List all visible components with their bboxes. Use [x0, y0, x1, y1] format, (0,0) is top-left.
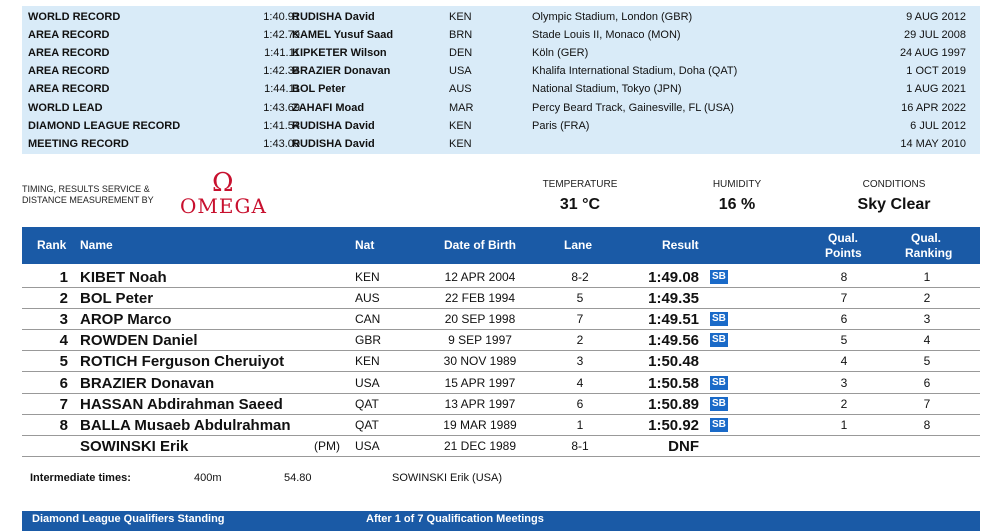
result-cell: 1:50.58 — [648, 374, 699, 392]
qual-points-cell: 8 — [840, 270, 848, 284]
table-row — [22, 288, 980, 309]
standings-header-bar — [22, 511, 980, 531]
athlete-name: BRAZIER Donavan — [80, 374, 215, 392]
record-row — [22, 117, 980, 135]
dob-cell: 13 APR 1997 — [444, 396, 516, 411]
rank-cell: 1 — [59, 269, 68, 286]
record-time: 1:41.54 — [263, 119, 300, 132]
athlete-name: BALLA Musaeb Abdulrahman — [80, 416, 291, 434]
nat-cell: KEN — [355, 354, 380, 369]
record-time: 1:41.11 — [264, 47, 300, 60]
qual-ranking-cell: 5 — [923, 354, 931, 369]
record-date: 9 AUG 2012 — [906, 11, 966, 23]
record-time: 1:43.69 — [263, 101, 300, 114]
athlete-name: KIBET Noah — [80, 269, 167, 286]
record-athlete: RUDISHA David — [292, 119, 375, 132]
table-row — [22, 436, 980, 457]
record-row — [22, 44, 980, 62]
dob-cell: 20 SEP 1998 — [444, 312, 516, 327]
qual-ranking-cell: 2 — [923, 291, 931, 306]
standings-subtitle: After 1 of 7 Qualification Meetings — [366, 513, 544, 525]
dob-cell: 15 APR 1997 — [444, 375, 516, 390]
header-rank: Rank — [37, 238, 67, 252]
record-type: DIAMOND LEAGUE RECORD — [28, 119, 181, 132]
lane-cell: 5 — [576, 291, 584, 306]
record-nat: BRN — [449, 29, 473, 42]
record-venue: Stade Louis II, Monaco (MON) — [532, 29, 681, 42]
record-venue: Paris (FRA) — [532, 119, 590, 132]
record-athlete: BRAZIER Donavan — [292, 65, 391, 78]
record-time: 1:44.11 — [264, 83, 300, 96]
table-row — [22, 267, 980, 288]
record-venue: Köln (GER) — [532, 47, 589, 60]
result-cell: 1:49.56 — [648, 332, 699, 350]
lane-cell: 1 — [576, 417, 584, 432]
temperature-label: TEMPERATURE — [542, 179, 618, 190]
record-venue: Percy Beard Track, Gainesville, FL (USA) — [532, 101, 734, 114]
qual-ranking-cell: 3 — [923, 312, 931, 327]
dob-cell: 19 MAR 1989 — [443, 417, 517, 432]
nat-cell: USA — [355, 438, 380, 453]
header-result: Result — [662, 238, 699, 252]
record-type: AREA RECORD — [28, 29, 110, 42]
record-nat: AUS — [449, 83, 472, 96]
qual-points-cell: 1 — [840, 417, 848, 432]
timing-line-1: TIMING, RESULTS SERVICE & — [22, 184, 150, 194]
qual-points-cell: 7 — [840, 291, 848, 306]
record-date: 16 APR 2022 — [901, 101, 966, 114]
timing-credit — [22, 184, 154, 206]
lane-cell: 6 — [576, 396, 584, 411]
dob-cell: 21 DEC 1989 — [443, 438, 517, 453]
omega-logo — [172, 170, 282, 220]
dob-cell: 22 FEB 1994 — [444, 291, 516, 306]
record-type: MEETING RECORD — [28, 137, 129, 150]
result-cell: 1:50.92 — [648, 416, 699, 434]
record-nat: KEN — [449, 137, 472, 150]
record-date: 29 JUL 2008 — [904, 29, 966, 42]
pacemaker-tag: (PM) — [314, 438, 340, 453]
athlete-name: SOWINSKI Erik — [80, 437, 189, 455]
lane-cell: 7 — [576, 312, 584, 327]
result-cell: 1:49.35 — [648, 290, 699, 308]
nat-cell: CAN — [355, 312, 381, 327]
result-cell: 1:49.08 — [648, 269, 699, 286]
record-type: WORLD RECORD — [28, 11, 121, 23]
qual-ranking-cell: 8 — [923, 417, 931, 432]
season-best-badge: SB — [712, 313, 726, 325]
lane-cell: 2 — [576, 333, 584, 348]
record-row — [22, 80, 980, 98]
record-type: AREA RECORD — [28, 65, 110, 78]
record-athlete: KAMEL Yusuf Saad — [292, 29, 394, 42]
conditions-block — [844, 179, 944, 214]
record-date: 1 AUG 2021 — [906, 83, 966, 96]
athlete-name: ROTICH Ferguson Cheruiyot — [80, 353, 285, 371]
record-row — [22, 26, 980, 44]
header-nat: Nat — [355, 238, 375, 252]
nat-cell: QAT — [355, 396, 379, 411]
result-cell: 1:50.89 — [648, 395, 699, 413]
temperature-value: 31 °C — [559, 196, 601, 213]
header-dob: Date of Birth — [444, 238, 516, 252]
header-lane: Lane — [564, 238, 593, 252]
records-panel — [22, 6, 980, 154]
record-athlete: RUDISHA David — [292, 11, 375, 23]
record-row — [22, 135, 980, 153]
omega-wordmark: OMEGA — [180, 194, 267, 218]
omega-symbol-icon: Ω — [212, 168, 234, 198]
qual-points-cell: 3 — [840, 375, 848, 390]
header-name: Name — [80, 238, 113, 252]
record-athlete: RUDISHA David — [292, 137, 375, 150]
result-cell: 1:49.51 — [648, 311, 699, 329]
rank-cell: 5 — [59, 353, 68, 371]
nat-cell: USA — [355, 375, 380, 390]
season-best-badge: SB — [712, 397, 726, 409]
header-qual-points-1: Qual. — [828, 231, 859, 245]
qual-points-cell: 5 — [840, 333, 848, 348]
season-best-badge: SB — [712, 334, 726, 346]
rank-cell: 3 — [59, 311, 68, 329]
result-cell: 1:50.48 — [648, 353, 699, 371]
record-time: 1:42.34 — [263, 65, 300, 78]
table-row — [22, 394, 980, 415]
record-time: 1:43.00 — [263, 137, 300, 150]
humidity-label: HUMIDITY — [712, 179, 762, 190]
record-date: 14 MAY 2010 — [900, 137, 966, 150]
nat-cell: AUS — [355, 291, 380, 306]
season-best-badge: SB — [712, 271, 726, 282]
header-qual-ranking-1: Qual. — [911, 231, 942, 245]
table-row — [22, 309, 980, 330]
nat-cell: KEN — [355, 270, 380, 284]
qual-ranking-cell: 6 — [923, 375, 931, 390]
intermediate-time: 54.80 — [284, 472, 312, 484]
qual-ranking-cell: 4 — [923, 333, 931, 348]
header-qual-points-2: Points — [825, 246, 862, 260]
table-row — [22, 351, 980, 372]
lane-cell: 8-1 — [571, 438, 589, 453]
athlete-name: HASSAN Abdirahman Saeed — [80, 395, 283, 413]
athlete-name: AROP Marco — [80, 311, 172, 329]
qual-ranking-cell: 7 — [923, 396, 931, 411]
rank-cell: 2 — [59, 290, 68, 308]
lane-cell: 3 — [576, 354, 584, 369]
record-row — [22, 62, 980, 80]
rank-cell: 6 — [59, 374, 68, 392]
record-athlete: KIPKETER Wilson — [292, 47, 387, 60]
record-nat: KEN — [449, 11, 472, 23]
nat-cell: QAT — [355, 417, 379, 432]
conditions-value: Sky Clear — [857, 196, 931, 213]
season-best-badge: SB — [712, 376, 726, 388]
rank-cell: 8 — [59, 416, 68, 434]
athlete-name: BOL Peter — [80, 290, 154, 308]
record-time: 1:42.79 — [263, 29, 300, 42]
lane-cell: 8-2 — [571, 270, 589, 284]
record-venue: National Stadium, Tokyo (JPN) — [532, 83, 682, 96]
row-divider — [22, 456, 980, 457]
table-row — [22, 415, 980, 436]
rank-cell: 7 — [59, 395, 68, 413]
record-venue: Khalifa International Stadium, Doha (QAT) — [532, 65, 738, 78]
dob-cell: 30 NOV 1989 — [443, 354, 517, 369]
humidity-value: 16 % — [718, 196, 756, 213]
season-best-badge: SB — [712, 418, 726, 430]
record-nat: KEN — [449, 119, 472, 132]
record-nat: USA — [449, 65, 472, 78]
intermediate-label: Intermediate times: — [30, 472, 131, 484]
standings-title: Diamond League Qualifiers Standing — [32, 513, 225, 525]
record-date: 6 JUL 2012 — [910, 119, 966, 132]
intermediate-distance: 400m — [194, 472, 222, 484]
record-row — [22, 8, 980, 26]
results-table-header — [22, 227, 980, 264]
record-type: WORLD LEAD — [28, 101, 103, 114]
humidity-block — [697, 179, 777, 214]
table-row — [22, 373, 980, 394]
nat-cell: GBR — [355, 333, 382, 348]
qual-points-cell: 2 — [840, 396, 848, 411]
record-time: 1:40.91 — [263, 11, 300, 23]
record-date: 1 OCT 2019 — [906, 65, 966, 78]
lane-cell: 4 — [576, 375, 584, 390]
record-athlete: ZAHAFI Moad — [292, 101, 365, 114]
header-qual-ranking-2: Ranking — [905, 246, 953, 260]
temperature-block — [540, 179, 620, 214]
rank-cell: 4 — [59, 332, 68, 350]
dob-cell: 12 APR 2004 — [444, 270, 516, 284]
record-type: AREA RECORD — [28, 83, 110, 96]
qual-points-cell: 6 — [840, 312, 848, 327]
record-venue: Olympic Stadium, London (GBR) — [532, 11, 693, 23]
qual-ranking-cell: 1 — [923, 270, 931, 284]
intermediate-athlete: SOWINSKI Erik (USA) — [392, 472, 503, 484]
athlete-name: ROWDEN Daniel — [80, 332, 198, 350]
dob-cell: 9 SEP 1997 — [448, 333, 512, 348]
record-nat: DEN — [449, 47, 473, 60]
conditions-label: CONDITIONS — [862, 179, 926, 190]
record-nat: MAR — [449, 101, 474, 114]
record-date: 24 AUG 1997 — [899, 47, 966, 60]
result-cell: DNF — [668, 437, 699, 455]
qual-points-cell: 4 — [840, 354, 848, 369]
table-row — [22, 330, 980, 351]
timing-line-2: DISTANCE MEASUREMENT BY — [22, 195, 154, 205]
record-type: AREA RECORD — [28, 47, 110, 60]
record-athlete: BOL Peter — [292, 83, 346, 96]
record-row — [22, 99, 980, 117]
